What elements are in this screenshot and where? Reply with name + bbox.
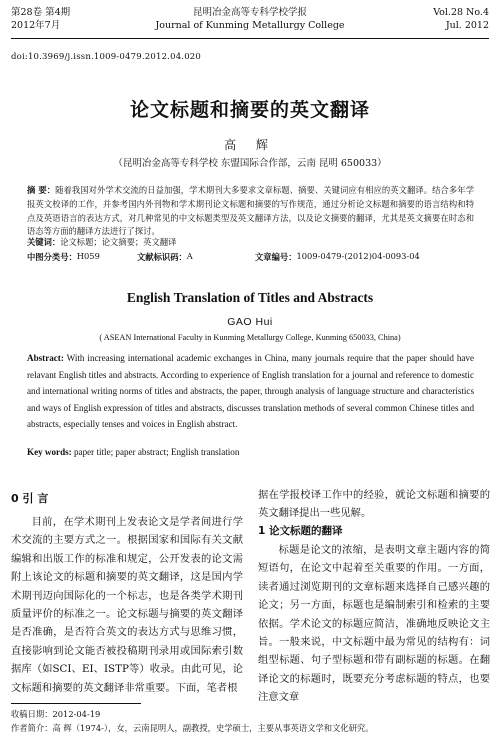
clc-code: 中图分类号： H059 bbox=[27, 251, 100, 262]
vol-no-en: Vol.28 No.4 bbox=[433, 7, 489, 18]
author-cn: 高 辉 bbox=[224, 138, 276, 152]
title-en: English Translation of Titles and Abstracts bbox=[126, 290, 374, 305]
intro-paragraph-continued: 据在学报校译工作中的经验，就论文标题和摘要的英文翻译提出一些见解。 bbox=[258, 489, 490, 520]
keywords-en-text: paper title; paper abstract; English translation bbox=[71, 447, 240, 457]
keywords-cn-label: 关键词： bbox=[27, 237, 61, 247]
footnote-rule bbox=[11, 703, 141, 704]
left-column bbox=[11, 513, 243, 697]
received-date: 收稿日期：2012-04-19 bbox=[11, 709, 101, 719]
abstract-cn-text: 随着我国对外学术交流的日益加强，学术期刊大多要求文章标题、摘要、关键词应有相应的英文翻译。结合多年学报英文校译的工作，并参考国内外刊物和学术期刊论文标题和摘要的写作规范，通过分析论文标题和摘要的语言结构和特点及英语语言的表达方式，对几种常见的中文标题类型及英文翻译方法，以及论文摘要的翻译，尤其是英文摘要在时态和语态等方面的翻译方法进行了探讨。 bbox=[27, 185, 474, 237]
intro-paragraph: 目前，在学术期刊上发表论文是学者间进行学术交流的主要方式之一。根据国家和国际有关文献编辑和出版工作的标准和规定，公开发表的论文需附上该论文的标题和摘要的英文翻译，这是国内学术期刊迈向国际化的一个标志，也是各类学术期刊质量评价的标准之一。论文标题与摘要的英文翻译是否准确，是否符合英文的表达方式与思维习惯，直接影响到论文能否被投稿期刊录用或国际索引数据库（如SCI、EI、ISTP等）收录。由此可见，论文标题和摘要的英文翻译非常重要。下面，笔者根 bbox=[11, 516, 243, 694]
title-cn: 论文标题和摘要的英文翻译 bbox=[129, 99, 370, 121]
abstract-en-label: Abstract: bbox=[27, 353, 64, 363]
section-heading-1: 1 论文标题的翻译 bbox=[258, 525, 343, 537]
volume-issue: 第28卷 第4期 bbox=[11, 7, 71, 18]
affiliation-cn: （昆明冶金高等专科学校 东盟国际合作部，云南 昆明 650033） bbox=[113, 158, 387, 169]
keywords-en-label: Key words: bbox=[27, 447, 72, 457]
author-bio: 作者简介：高 辉（1974-），女，云南昆明人，副教授，史学硕士，主要从事英语文学和文化研究。 bbox=[11, 723, 374, 733]
running-header bbox=[11, 6, 489, 40]
header-center bbox=[11, 6, 489, 32]
right-column-top bbox=[258, 486, 490, 523]
affiliation-en: ( ASEAN International Faculty in Kunming Metallurgy College, Kunming 650033, China) bbox=[99, 333, 401, 342]
abstract-cn-label: 摘 要： bbox=[27, 185, 56, 195]
section-heading-intro: 0 引 言 bbox=[11, 492, 49, 505]
section1-paragraph: 标题是论文的浓缩，是表明文章主题内容的简短语句，在论文中起着至关重要的作用。一方面，读者通过浏览期刊的文章标题来选择自己感兴趣的论文；另一方面，标题也是编制索引和检索的主要依据。学术论文的标题应简洁，准确地反映论文主旨。一般来说，中文标题中最为常见的结构有：词组型标题、句子型标题和带有副标题的标题。在翻译论文的标题时，既要充分考虑标题的特点，也要注意文章 bbox=[258, 544, 490, 704]
keywords-en bbox=[27, 447, 239, 457]
keywords-cn bbox=[27, 236, 176, 248]
header-right bbox=[433, 6, 489, 32]
abstract-en bbox=[27, 350, 474, 433]
journal-name-en: Journal of Kunming Metallurgy College bbox=[155, 20, 345, 31]
journal-name-cn: 昆明冶金高等专科学校学报 bbox=[192, 7, 307, 18]
author-en: GAO Hui bbox=[227, 316, 273, 328]
doi[interactable]: doi:10.3969/j.issn.1009-0479.2012.04.020 bbox=[11, 52, 202, 62]
article-number: 文章编号： 1009-0479-(2012)04-0093-04 bbox=[255, 251, 420, 262]
doc-code: 文献标识码： A bbox=[137, 251, 193, 262]
keywords-cn-text: 论文标题；论文摘要；英文翻译 bbox=[60, 237, 177, 247]
abstract-cn bbox=[27, 184, 474, 239]
issue-date-cn: 2012年7月 bbox=[11, 20, 61, 31]
abstract-en-text: With increasing international academic exchanges in China, many journals require that the paper should have relavant English titles and abstracts. According to experience of English translation for a journal and reference to domestic and international writing norms of titles and abstracts, the paper, through analysis of language structure and characteristics and ways of English expression of titles and abstracts, discusses translation methods of several common Chinese titles and abstracts, especially tenses and voices in English abstract. bbox=[27, 353, 474, 430]
issue-date-en: Jul. 2012 bbox=[445, 20, 489, 31]
right-column bbox=[258, 541, 490, 707]
header-rule bbox=[11, 38, 489, 39]
